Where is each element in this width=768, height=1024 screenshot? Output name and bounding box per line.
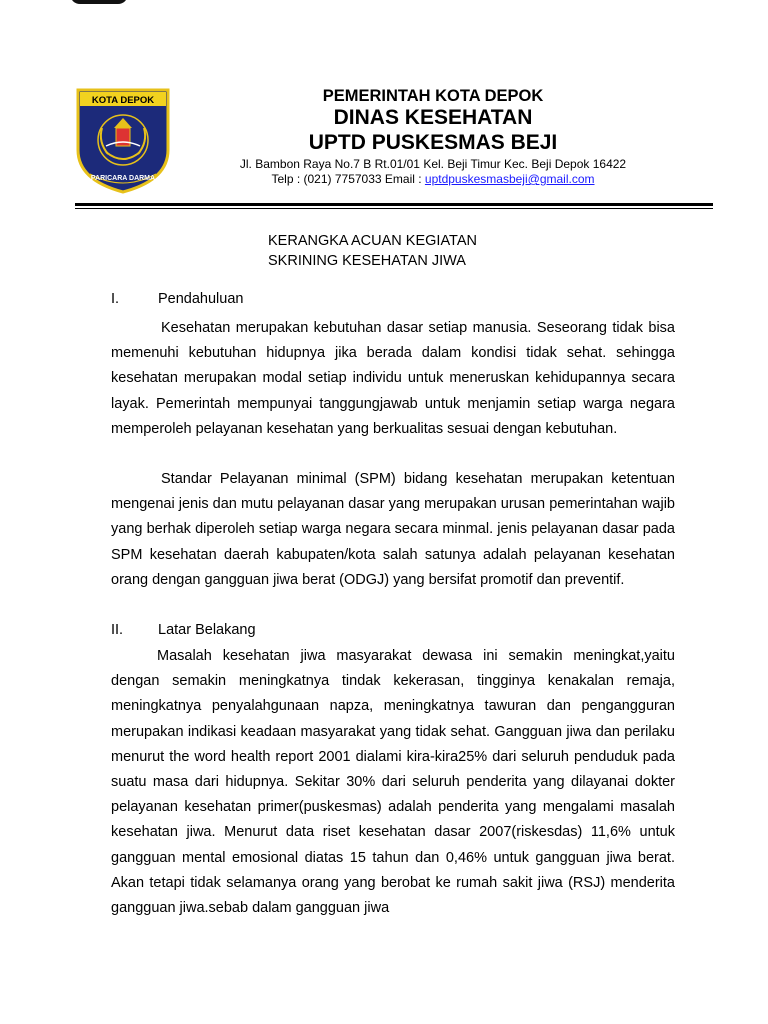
section-title: Pendahuluan — [158, 291, 244, 307]
email-link[interactable]: uptdpuskesmasbeji@gmail.com — [424, 172, 595, 186]
paragraph: Masalah kesehatan jiwa masyarakat dewasa ini semakin meningkat,yaitu dengan semakin meningkatnya tindak kekerasan, tingginya kenakalan remaja, meningkatnya penyalahgunaan napza, meningkatnya tawuran dan pengangguran merupakan indikasi keadaan masyarakat yang tidak sehat. Gangguan jiwa dan perilaku menurut the word health report 2001 dialami kira-kira25% dari seluruh penduduk pada suatu masa dari hidupnya. Sekitar 30% dari seluruh penderita yang dilayanai dokter pelayanan kesehatan primer(puskesmas) adalah penderita yang mengalami masalah kesehatan jiwa. Menurut data riset kesehatan dasar 2007(riskesdas) 11,6% untuk gangguan mental emosional diatas 15 tahun dan 0,46% untuk gangguan jiwa berat. Akan tetapi tidak selamanya orang yang berobat ke rumah sakit jiwa (RSJ) menderita gangguan jiwa.sebab dalam gangguan jiwa — [111, 648, 675, 917]
logo-motto-text: PARICARA DARMA — [90, 175, 156, 182]
header-divider-thick — [75, 203, 713, 206]
paragraph: Kesehatan merupakan kebutuhan dasar setiap manusia. Seseorang tidak bisa memenuhi kebutuhan hidupnya jika berada dalam kondisi tidak sehat. sehingga kesehatan merupakan modal setiap individu untuk meneruskan kehidupannya secara layak. Pemerintah mempunyai tanggungjawab untuk menjamin setiap warga negara memperoleh pelayanan kesehatan yang berkualitas sesuai dengan kebutuhan. — [111, 320, 675, 437]
section-number: I. — [111, 291, 120, 307]
header-divider-thin — [75, 208, 713, 209]
logo-title-text: KOTA DEPOK — [91, 95, 155, 106]
page-corner-mark — [70, 0, 128, 4]
header-government: PEMERINTAH KOTA DEPOK — [322, 87, 544, 105]
contact-phone-label: Telp : (021) 7757033 Email : — [271, 172, 425, 186]
header-unit: UPTD PUSKESMAS BEJI — [308, 131, 558, 154]
section-number: II. — [111, 622, 124, 638]
header-agency: DINAS KESEHATAN — [333, 106, 533, 129]
document-title-line2: SKRINING KESEHATAN JIWA — [268, 253, 466, 269]
document-title-line1: KERANGKA ACUAN KEGIATAN — [268, 233, 477, 249]
header-address: Jl. Bambon Raya No.7 B Rt.01/01 Kel. Beji Timur Kec. Beji Depok 16422 — [239, 157, 627, 171]
section-title: Latar Belakang — [158, 622, 256, 638]
header-contact — [0, 172, 768, 186]
paragraph: Standar Pelayanan minimal (SPM) bidang kesehatan merupakan ketentuan mengenai jenis dan mutu pelayanan dasar yang merupakan urusan pemerintahan wajib yang berhak diperoleh setiap warga negara secara minmal. jenis pelayanan dasar pada SPM kesehatan daerah kabupaten/kota salah satunya adalah pelayanan kesehatan orang dengan gangguan jiwa berat (ODGJ) yang bersifat promotif dan preventif. — [111, 471, 675, 588]
